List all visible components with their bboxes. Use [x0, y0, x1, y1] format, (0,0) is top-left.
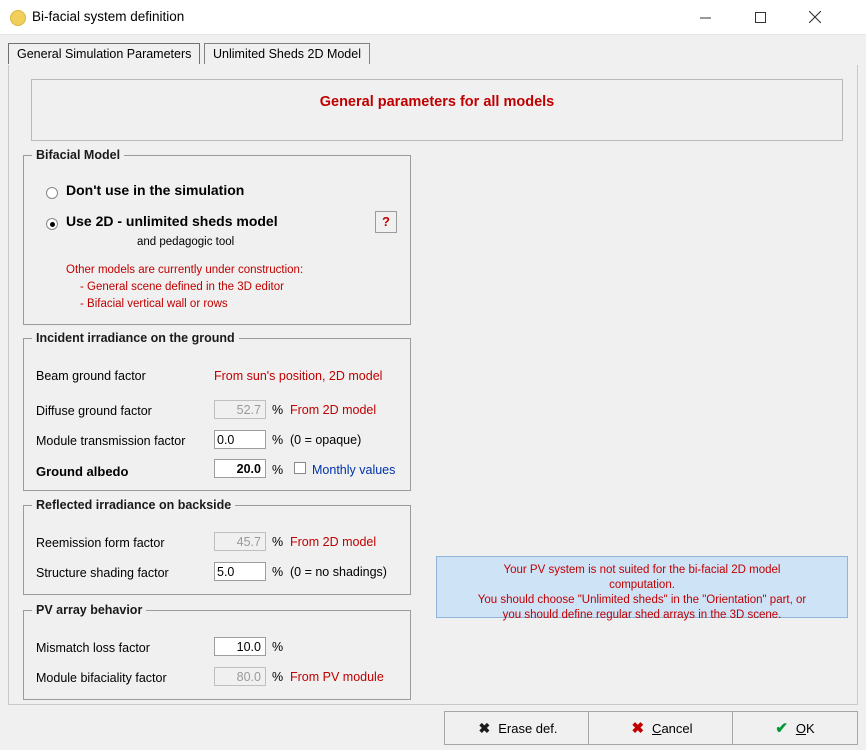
label-module-bifaciality-factor: Module bifaciality factor [36, 671, 167, 685]
tab-strip [8, 43, 858, 65]
close-button[interactable] [792, 0, 838, 34]
tab-unlimited-sheds-2d-model[interactable] [204, 43, 370, 64]
ok-button[interactable] [732, 711, 858, 745]
minimize-button[interactable] [682, 0, 728, 34]
checkbox-monthly-values[interactable] [294, 462, 306, 474]
window-title: Bi-facial system definition [32, 9, 185, 24]
group-title-reflected-irradiance: Reflected irradiance on backside [32, 498, 235, 512]
tab-general-simulation-parameters[interactable] [8, 43, 200, 64]
unit-diffuse-ground-factor: % [272, 403, 284, 417]
input-structure-shading-factor[interactable]: 5.0 [214, 562, 266, 581]
tab-label: General Simulation Parameters [17, 47, 192, 61]
note-general-scene: - General scene defined in the 3D editor [80, 281, 284, 293]
input-module-transmission-factor[interactable]: 0.0 [214, 430, 266, 449]
label-ground-albedo: Ground albedo [36, 464, 129, 479]
cancel-label-rest: ancel [661, 720, 693, 736]
erase-icon: ✖ [478, 719, 491, 736]
app-icon [10, 10, 26, 26]
note-structure-shading-factor: (0 = no shadings) [290, 565, 387, 579]
label-monthly-values[interactable]: Monthly values [312, 463, 396, 477]
unit-mismatch-loss-factor: % [272, 640, 284, 654]
note-under-construction: Other models are currently under construction: [66, 264, 304, 276]
group-title-incident-irradiance: Incident irradiance on the ground [32, 331, 239, 345]
ok-button-label [796, 721, 815, 736]
check-icon: ✔ [775, 720, 788, 737]
note-reemission-form-factor: From 2D model [290, 535, 377, 549]
input-ground-albedo[interactable]: 20.0 [214, 459, 266, 478]
note-vertical-wall: - Bifacial vertical wall or rows [80, 298, 228, 310]
ok-label-accel: O [795, 720, 807, 736]
input-module-bifaciality-factor[interactable]: 80.0 [214, 667, 266, 686]
cancel-button-label [652, 721, 692, 736]
group-incident-irradiance [23, 331, 411, 491]
radio-label-use-2d-unlimited-sheds[interactable]: Use 2D - unlimited sheds model [66, 213, 278, 229]
label-diffuse-ground-factor: Diffuse ground factor [36, 404, 152, 418]
group-title-pv-array-behavior: PV array behavior [32, 603, 146, 617]
maximize-button[interactable] [737, 0, 783, 34]
note-diffuse-ground-factor: From 2D model [290, 403, 377, 417]
input-mismatch-loss-factor[interactable]: 10.0 [214, 637, 266, 656]
group-title-bifacial-model: Bifacial Model [32, 148, 124, 162]
erase-def-button[interactable] [444, 711, 592, 745]
warning-message-box [436, 556, 848, 621]
unit-module-transmission-factor: % [272, 433, 284, 447]
group-pv-array-behavior [23, 603, 411, 700]
label-structure-shading-factor: Structure shading factor [36, 566, 169, 580]
unit-reemission-form-factor: % [272, 535, 284, 549]
label-beam-ground-factor: Beam ground factor [36, 369, 146, 383]
warning-line-3: You should choose "Unlimited sheds" in the "Orientation" part, or [477, 594, 807, 606]
label-mismatch-loss-factor: Mismatch loss factor [36, 641, 150, 655]
help-icon-label: ? [382, 214, 390, 229]
warning-line-4: you should define regular shed arrays in the 3D scene. [502, 609, 782, 621]
pedagogic-tool-label: and pedagogic tool [137, 236, 235, 248]
note-module-bifaciality-factor: From PV module [290, 670, 384, 684]
input-diffuse-ground-factor[interactable]: 52.7 [214, 400, 266, 419]
group-reflected-irradiance [23, 498, 411, 595]
banner-panel [31, 79, 843, 141]
help-icon[interactable] [375, 211, 397, 233]
radio-dont-use[interactable] [46, 187, 58, 199]
cancel-button[interactable] [588, 711, 736, 745]
label-reemission-form-factor: Reemission form factor [36, 536, 165, 550]
input-reemission-form-factor[interactable]: 45.7 [214, 532, 266, 551]
note-module-transmission-factor: (0 = opaque) [290, 433, 362, 447]
group-bifacial-model [23, 148, 411, 325]
title-bar [0, 0, 866, 35]
cancel-label-accel: C [652, 720, 662, 736]
banner-title: General parameters for all models [319, 94, 555, 110]
unit-module-bifaciality-factor: % [272, 670, 284, 684]
radio-use-2d-unlimited-sheds[interactable] [46, 218, 58, 230]
cancel-x-icon: ✖ [631, 720, 645, 737]
tab-label: Unlimited Sheds 2D Model [213, 47, 361, 61]
ok-label-rest: K [806, 720, 815, 736]
radio-label-dont-use[interactable]: Don't use in the simulation [66, 182, 245, 198]
unit-ground-albedo: % [272, 463, 284, 477]
erase-def-button-label: Erase def. [498, 720, 558, 736]
note-beam-ground-factor: From sun's position, 2D model [214, 369, 383, 383]
warning-line-1: Your PV system is not suited for the bi-facial 2D model [503, 564, 781, 576]
unit-structure-shading-factor: % [272, 565, 284, 579]
warning-line-2: computation. [609, 579, 675, 591]
label-module-transmission-factor: Module transmission factor [36, 434, 186, 448]
